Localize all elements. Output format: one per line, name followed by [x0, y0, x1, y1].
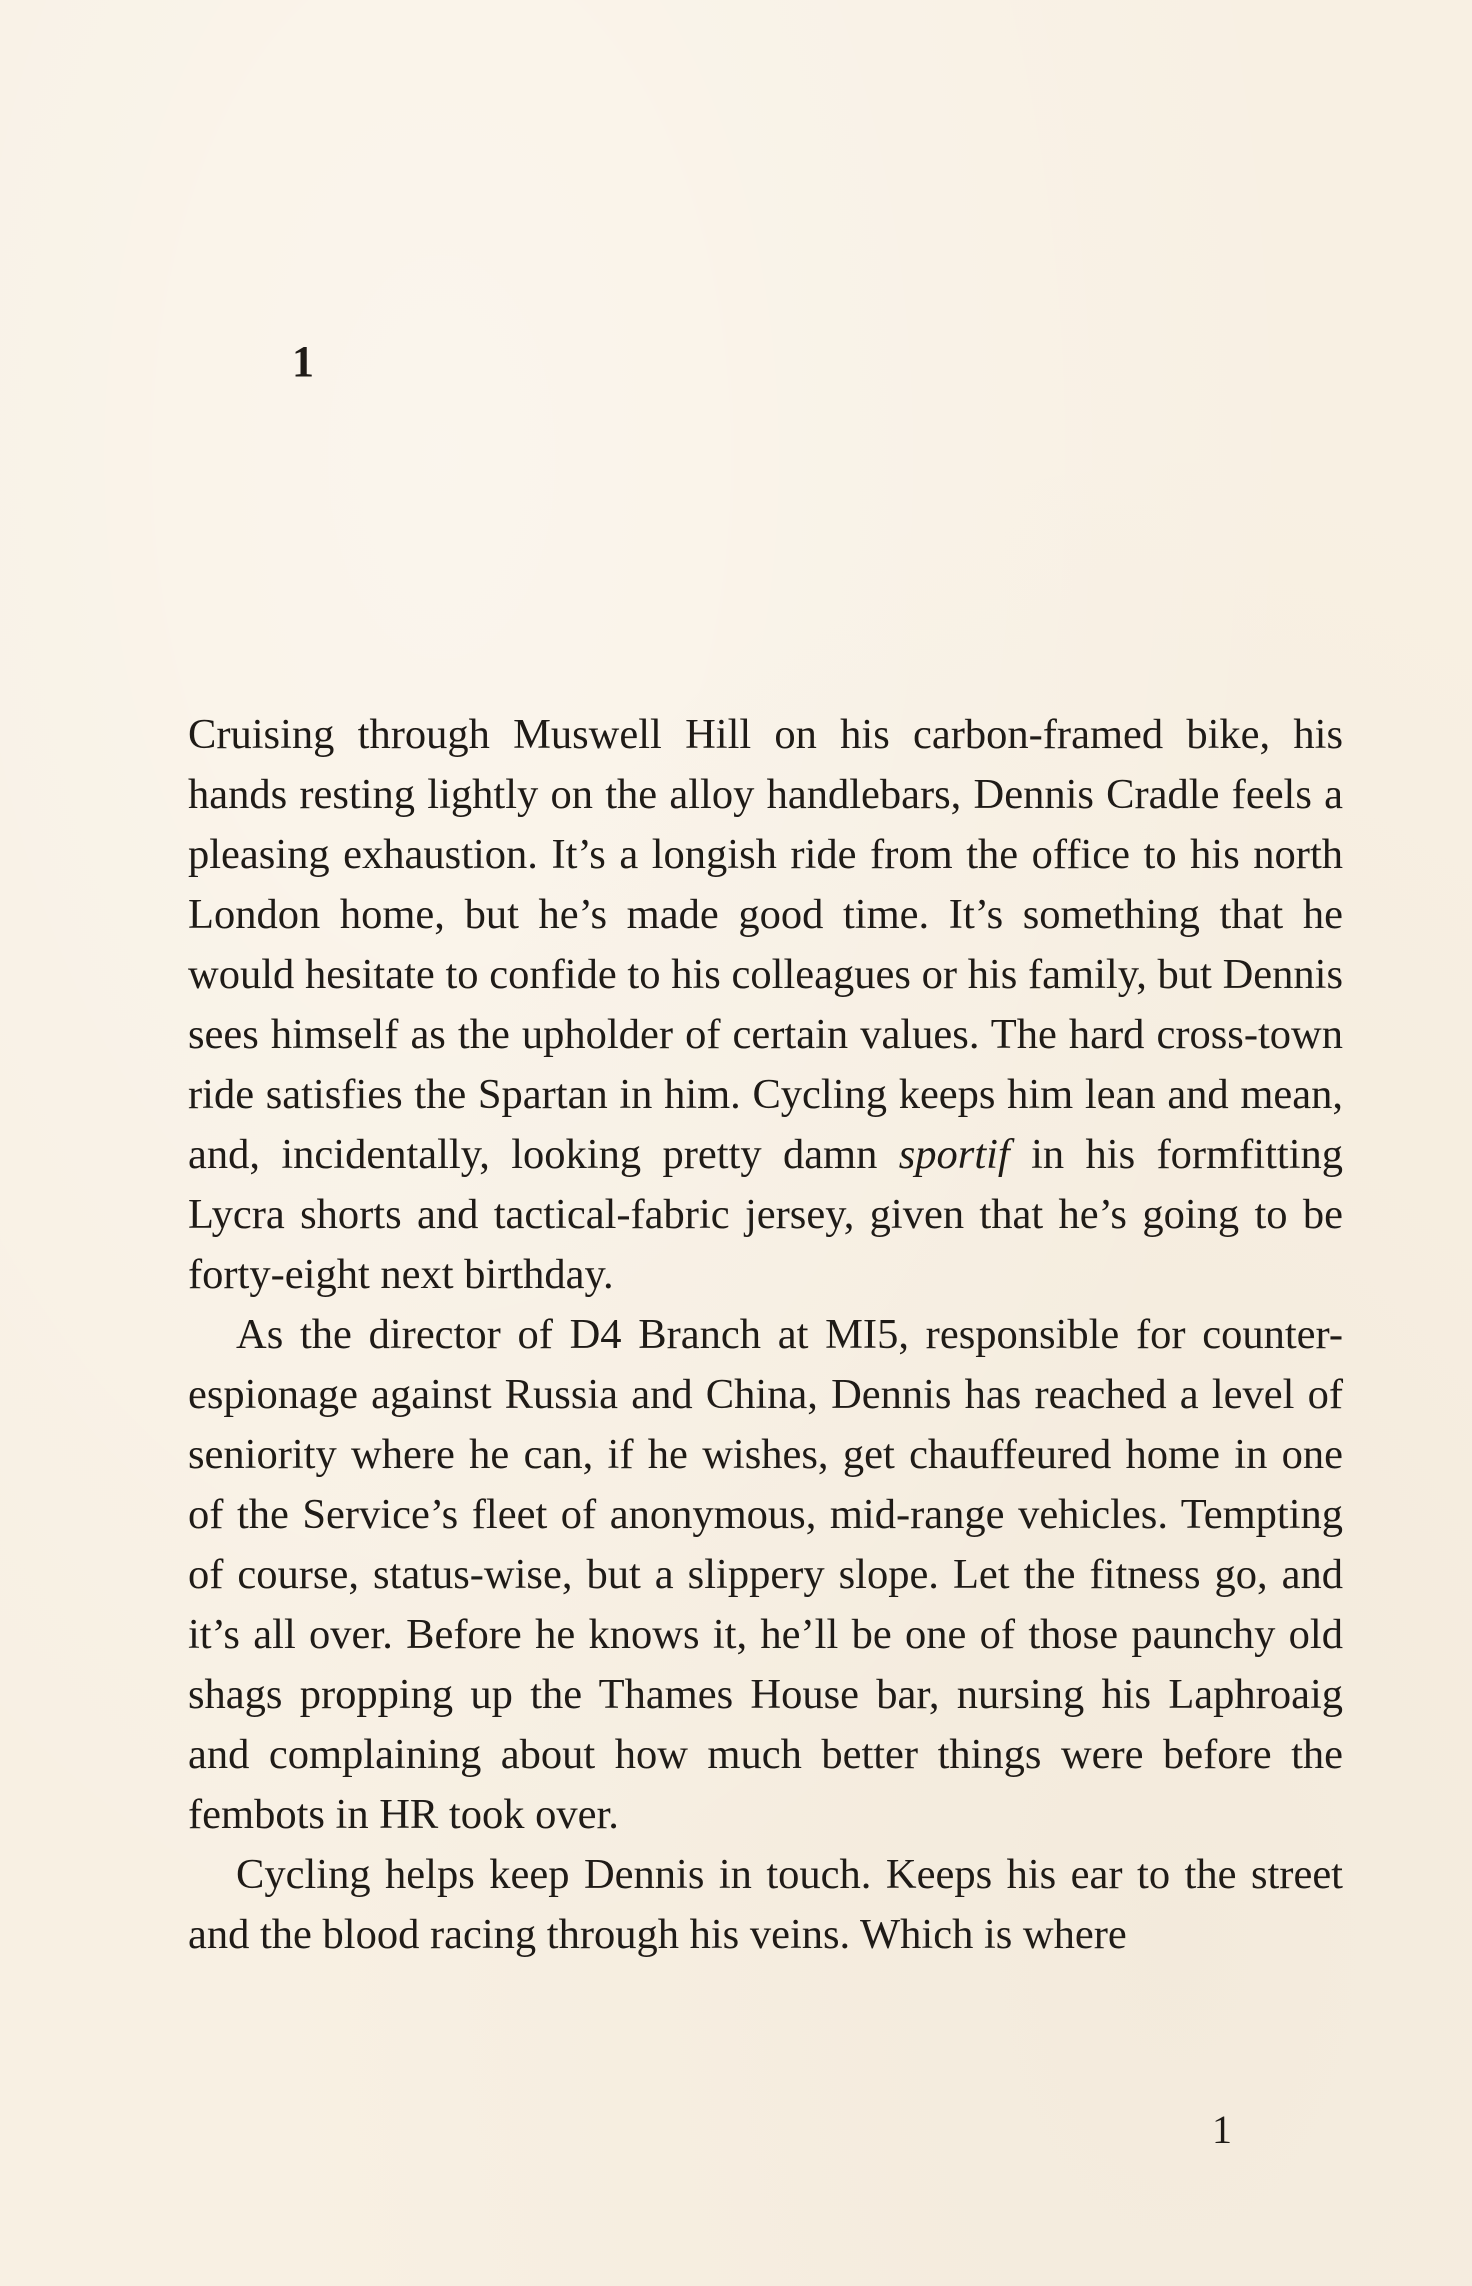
chapter-number: 1	[292, 337, 314, 386]
paragraph-2: As the director of D4 Branch at MI5, responsible for counter-espionage against Russia and China, Dennis has reached a level of seniority where he can, if he wishes, get chauffeured home in one of the Service’s fleet of anonymous, mid-range vehicles. Tempting of course, status-wise, but a slippery slope. Let the fitness go, and it’s all over. Before he knows it, he’ll be one of those paunchy old shags propping up the Thames House bar, nursing his Laphroaig and complaining about how much better things were before the fembots in HR took over.	[188, 1311, 1343, 1838]
page-number: 1	[1212, 2107, 1232, 2152]
paragraph-1-text-end: in his formfitting Lycra shorts and tactical-fabric jersey, given that he’s going to be forty-eight next birthday.	[188, 1131, 1343, 1298]
body-text	[188, 705, 1343, 1965]
italic-word: sportif	[898, 1131, 1010, 1178]
paragraph-1	[188, 705, 1343, 1305]
paragraph-1-text-start: Cruising through Muswell Hill on his carbon-framed bike, his hands resting lightly on the alloy handlebars, Dennis Cradle feels a pleasing exhaustion. It’s a longish ride from the office to his north London home, but he’s made good time. It’s something that he would hesitate to confide to his colleagues or his family, but Dennis sees himself as the upholder of certain values. The hard cross-town ride satisfies the Spartan in him. Cycling keeps him lean and mean, and, incidentally, looking pretty damn	[188, 711, 1343, 1178]
paragraph-3: Cycling helps keep Dennis in touch. Keeps his ear to the street and the blood racing through his veins. Which is where	[188, 1851, 1343, 1958]
